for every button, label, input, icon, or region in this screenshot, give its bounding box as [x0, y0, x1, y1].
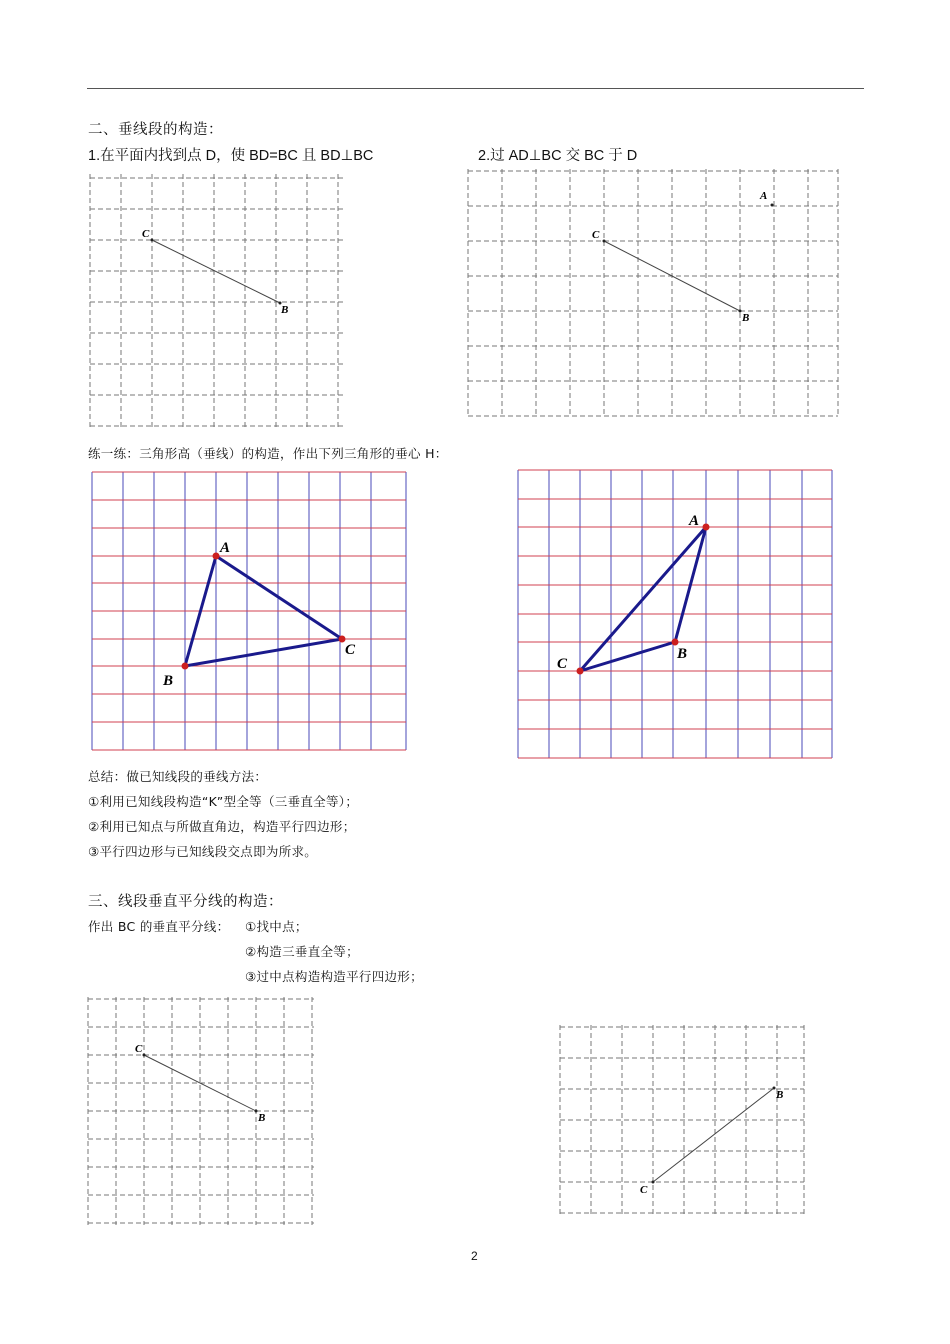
label-a: A	[689, 513, 700, 529]
section3-lead: 作出 BC 的垂直平分线：	[88, 919, 230, 934]
label-b: B	[742, 312, 750, 324]
summary-item-1: ①利用已知线段构造“K”型全等（三垂直全等）；	[88, 794, 359, 809]
figure-2-dashed-grid	[462, 165, 842, 421]
label-c: C	[640, 1184, 648, 1196]
label-b: B	[258, 1112, 266, 1124]
section2-heading: 二、垂线段的构造：	[88, 122, 223, 138]
label-c: C	[345, 642, 356, 658]
summary-item-3: ③平行四边形与已知线段交点即为所求。	[88, 844, 318, 859]
vertex-b	[182, 663, 189, 670]
vertex-a	[703, 524, 710, 531]
label-b: B	[776, 1089, 784, 1101]
label-c: C	[592, 229, 600, 241]
label-a: A	[760, 190, 768, 202]
label-a: A	[220, 540, 231, 556]
point-c	[652, 1181, 655, 1184]
segment-cb	[653, 1088, 774, 1182]
label-c: C	[142, 228, 150, 240]
point-a	[771, 204, 774, 207]
label-c: C	[557, 656, 568, 672]
figure-6-dashed-grid	[554, 1021, 810, 1217]
question-2: 2.过 AD⊥BC 交 BC 于 D	[478, 148, 638, 164]
section3-step-1: ①找中点；	[245, 919, 308, 934]
point-c	[143, 1054, 146, 1057]
label-b: B	[281, 304, 289, 316]
summary-item-2: ②利用已知点与所做直角边，构造平行四边形；	[88, 819, 356, 834]
question-1: 1.在平面内找到点 D，使 BD=BC 且 BD⊥BC	[88, 148, 374, 164]
vertex-c	[577, 668, 584, 675]
section3-step-3: ③过中点构造构造平行四边形；	[245, 969, 423, 984]
point-c	[603, 240, 606, 243]
section3-step-2: ②构造三垂直全等；	[245, 944, 359, 959]
label-b: B	[677, 646, 688, 662]
page-number: 2	[471, 1249, 478, 1263]
summary-title: 总结：做已知线段的垂线方法：	[88, 769, 268, 784]
label-c: C	[135, 1043, 143, 1055]
label-b: B	[163, 673, 174, 689]
figure-5-dashed-grid	[82, 993, 322, 1227]
point-c	[151, 239, 154, 242]
figure-3-triangle-grid	[86, 466, 412, 756]
triangle-abc	[580, 527, 706, 671]
header-rule	[87, 88, 864, 89]
vertex-a	[213, 553, 220, 560]
practice-text: 练一练：三角形高（垂线）的构造，作出下列三角形的垂心 H：	[88, 446, 448, 461]
vertex-b	[672, 639, 679, 646]
section3-heading: 三、线段垂直平分线的构造：	[88, 894, 283, 910]
figure-1-dashed-grid	[82, 170, 352, 432]
figure-4-triangle-grid	[512, 464, 838, 762]
